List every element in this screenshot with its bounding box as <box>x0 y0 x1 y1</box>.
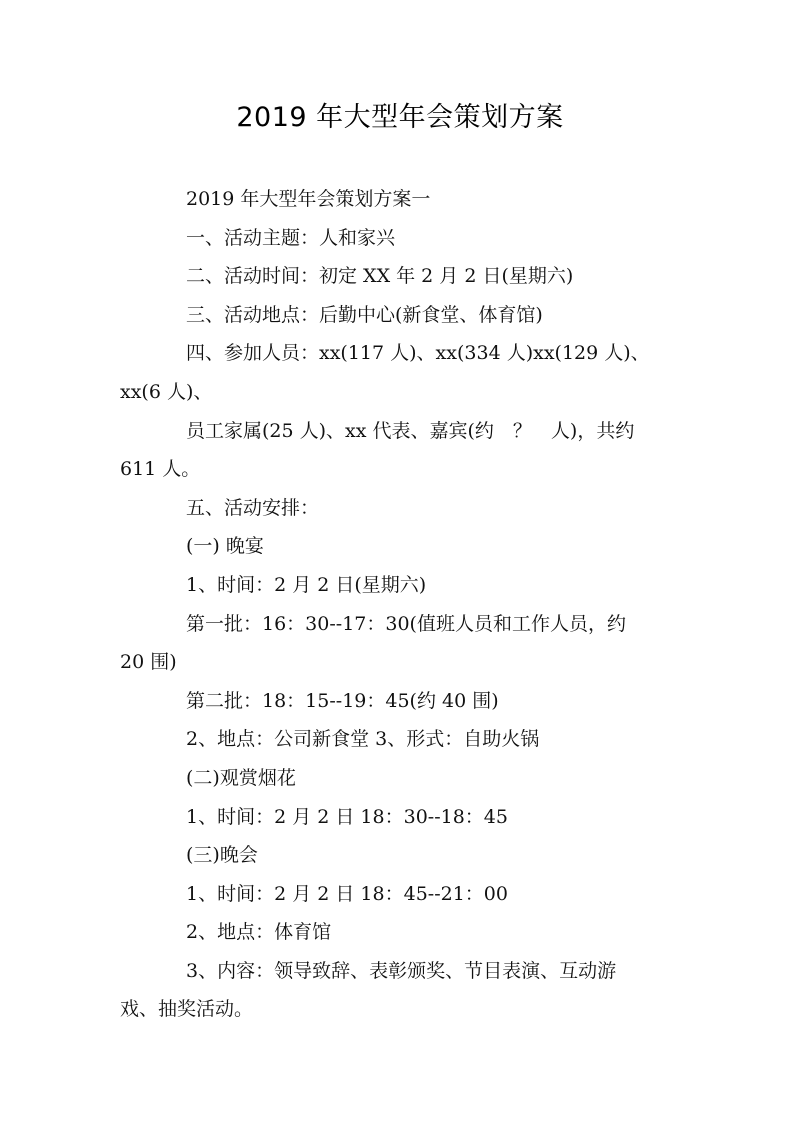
paragraph-family: 员工家属(25 人)、xx 代表、嘉宾(约 ？ 人)，共约 <box>186 419 635 442</box>
paragraph-fireworks-time: 1、时间：2 月 2 日 18：30--18：45 <box>186 805 508 828</box>
paragraph-schedule-heading: 五、活动安排： <box>186 496 320 519</box>
paragraph-dinner-heading: (一) 晚宴 <box>186 535 264 558</box>
paragraph-dinner-time: 1、时间：2 月 2 日(星期六) <box>186 573 427 596</box>
paragraph-theme: 一、活动主题：人和家兴 <box>186 226 396 249</box>
document-title: 2019 年大型年会策划方案 <box>236 102 564 133</box>
paragraph-dinner-place-form: 2、地点：公司新食堂 3、形式：自助火锅 <box>186 728 540 751</box>
paragraph-fireworks-heading: (二)观赏烟花 <box>186 766 296 789</box>
paragraph-second-batch: 第二批：18：15--19：45(约 40 围) <box>186 689 499 712</box>
paragraph-gala-heading: (三)晚会 <box>186 844 258 867</box>
paragraph-first-batch: 第一批：16：30--17：30(值班人员和工作人员，约 <box>186 612 626 635</box>
paragraph-subtitle: 2019 年大型年会策划方案一 <box>186 188 431 210</box>
paragraph-gala-time: 1、时间：2 月 2 日 18：45--21：00 <box>186 882 508 905</box>
paragraph-gala-content-cont: 戏、抽奖活动。 <box>120 998 254 1021</box>
paragraph-time: 二、活动时间：初定 XX 年 2 月 2 日(星期六) <box>186 265 574 288</box>
document-body <box>120 180 680 1029</box>
paragraph-participants: 四、参加人员：xx(117 人)、xx(334 人)xx(129 人)、 <box>186 342 650 365</box>
paragraph-family-cont: 611 人。 <box>120 458 201 481</box>
paragraph-participants-cont: xx(6 人)、 <box>120 380 213 403</box>
paragraph-first-batch-cont: 20 围) <box>120 651 177 674</box>
paragraph-gala-content: 3、内容：领导致辞、表彰颁奖、节目表演、互动游 <box>186 959 617 982</box>
paragraph-gala-place: 2、地点：体育馆 <box>186 921 332 944</box>
paragraph-location: 三、活动地点：后勤中心(新食堂、体育馆) <box>186 303 543 326</box>
